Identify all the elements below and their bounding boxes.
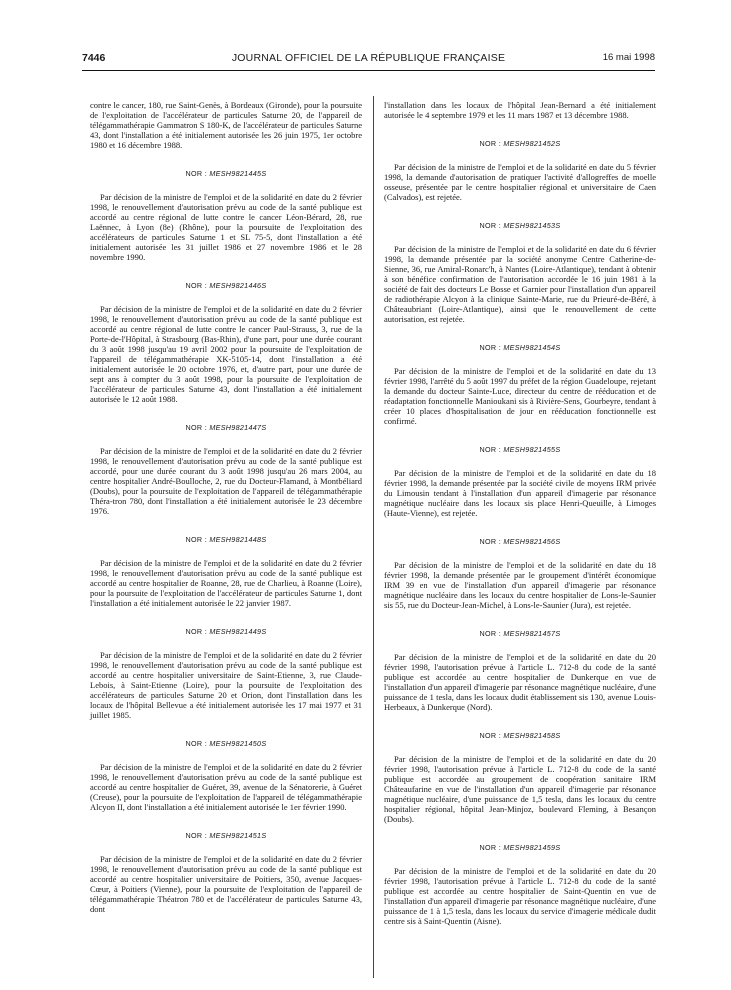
left-column: [90, 100, 362, 914]
nor-code: MESH9821457S: [503, 629, 561, 638]
nor-code: MESH9821447S: [209, 423, 267, 432]
decision-paragraph: Par décision de la ministre de l'emploi et de la solidarité en date du 13 février 1998, l'arrêté du 5 août 1997 du préfet de la région Guadeloupe, rejetant la demande du docteur Sainte-Luce, directeur du centre de rééducation et de réadaptation fonctionnelle Manioukani sis à Rivière-Sens, Gourbeyre, tendant à créer 10 places d'hospitalisation de jour en rééducation fonctionnelle est confirmé.: [384, 366, 656, 426]
decision-paragraph: Par décision de la ministre de l'emploi et de la solidarité en date du 2 février 1998, le renouvellement d'autorisation prévu au code de la santé publique est accordé au centre hospitalier de Roanne, 28, rue de Charlieu, à Roanne (Loire), pour la poursuite de l'exploitation de l'accélérateur de particules Saturne 1, dont l'installation a été initialement autorisée le 22 janvier 1987.: [90, 558, 362, 608]
nor-reference: [90, 831, 362, 840]
page-number: 7446: [82, 52, 106, 64]
nor-reference: [384, 843, 656, 852]
nor-prefix: NOR :: [185, 831, 207, 840]
nor-reference: [384, 139, 656, 148]
nor-prefix: NOR :: [185, 535, 207, 544]
decision-paragraph: Par décision de la ministre de l'emploi et de la solidarité en date du 5 février 1998, la demande d'autorisation de pratiquer l'activité d'allogreffes de moelle osseuse, présentée par le centre hospitalier régional et universitaire de Caen (Calvados), est rejetée.: [384, 162, 656, 202]
nor-prefix: NOR :: [479, 843, 501, 852]
nor-code: MESH9821450S: [209, 739, 267, 748]
nor-code: MESH9821445S: [209, 169, 267, 178]
left-intro-paragraph: contre le cancer, 180, rue Saint-Genès, à Bordeaux (Gironde), pour la poursuite de l'exploitation de l'accélérateur de particules Saturne 20, de l'appareil de télégammathérapie Gammatron S 180-K, de l'accélérateur de particules Saturne 43, dont l'installation a été initialement autorisée les 26 juin 1975, 1er octobre 1980 et 16 décembre 1988.: [90, 100, 362, 150]
page-header: [82, 52, 655, 70]
nor-prefix: NOR :: [479, 731, 501, 740]
nor-code: MESH9821454S: [503, 343, 561, 352]
nor-reference: [90, 423, 362, 432]
nor-prefix: NOR :: [185, 423, 207, 432]
right-column: [384, 100, 656, 926]
decision-paragraph: Par décision de la ministre de l'emploi et de la solidarité en date du 2 février 1998, le renouvellement d'autorisation prévu au code de la santé publique est accordé au centre hospitalier universitaire de Poitiers, 350, avenue Jacques-Cœur, à Poitiers (Vienne), pour la poursuite de l'exploitation de l'appareil de télégammathérapie Théatron 780 et de l'accélérateur de particules Saturne 43, dont: [90, 854, 362, 914]
nor-code: MESH9821453S: [503, 221, 561, 230]
decision-paragraph: Par décision de la ministre de l'emploi et de la solidarité en date du 20 février 1998, l'autorisation prévue à l'article L. 712-8 du code de la santé publique est accordée au centre hospitalier de Dunkerque en vue de l'installation d'un appareil d'imagerie par résonance magnétique nucléaire, d'une puissance de 1 tesla, dans les locaux dudit établissement sis 130, avenue Louis-Herbeaux, à Dunkerque (Nord).: [384, 652, 656, 712]
decision-paragraph: Par décision de la ministre de l'emploi et de la solidarité en date du 18 février 1998, la demande présentée par le groupement d'intérêt économique IRM 39 en vue de l'installation d'un appareil d'imagerie par résonance magnétique nucléaire dans les locaux du centre hospitalier de Lons-le-Saunier sis 55, rue du Docteur-Jean-Michel, à Lons-le-Saunier (Jura), est rejetée.: [384, 560, 656, 610]
decision-paragraph: Par décision de la ministre de l'emploi et de la solidarité en date du 18 février 1998, la demande présentée par la société civile de moyens IRM privée du Limousin tendant à l'installation d'un appareil d'imagerie par résonance magnétique nucléaire dans les locaux sis place Henri-Queuille, à Limoges (Haute-Vienne), est rejetée.: [384, 468, 656, 518]
decision-paragraph: Par décision de la ministre de l'emploi et de la solidarité en date du 2 février 1998, le renouvellement d'autorisation prévu au code de la santé publique est accordé, pour une durée courant du 3 août 1998 jusqu'au 26 mars 2004, au centre hospitalier André-Boulloche, 2, rue du Docteur-Flamand, à Montbéliard (Doubs), pour la poursuite de l'exploitation de l'appareil de télégammathérapie Théra-tron 780, dont l'installation a été initialement autorisée le 23 décembre 1976.: [90, 446, 362, 516]
journal-title: JOURNAL OFFICIEL DE LA RÉPUBLIQUE FRANÇAISE: [231, 52, 506, 64]
column-divider: [373, 96, 374, 978]
nor-code: MESH9821446S: [209, 281, 267, 290]
nor-reference: [90, 535, 362, 544]
nor-reference: [90, 169, 362, 178]
nor-code: MESH9821456S: [503, 537, 561, 546]
nor-reference: [90, 739, 362, 748]
nor-reference: [384, 445, 656, 454]
nor-prefix: NOR :: [479, 343, 501, 352]
decision-paragraph: Par décision de la ministre de l'emploi et de la solidarité en date du 2 février 1998, le renouvellement d'autorisation prévu au code de la santé publique est accordé au centre hospitalier de Guéret, 39, avenue de la Sénatorerie, à Guéret (Creuse), pour la poursuite de l'exploitation de l'appareil de télégammathérapie Alcyon II, dont l'installation a été initialement autorisée le 1er février 1990.: [90, 762, 362, 812]
nor-code: MESH9821459S: [503, 843, 561, 852]
decision-paragraph: Par décision de la ministre de l'emploi et de la solidarité en date du 2 février 1998, le renouvellement d'autorisation prévu au code de la santé publique est accordé au centre hospitalier universitaire de Saint-Etienne, 3, rue Claude-Lebois, à Saint-Etienne (Loire), pour la poursuite de l'exploitation des accélérateurs de particules Saturne 20 et Orion, dont l'installation dans les locaux de l'hôpital Bellevue a été initialement autorisée les 17 mai 1977 et 31 juillet 1985.: [90, 650, 362, 720]
nor-prefix: NOR :: [185, 281, 207, 290]
decision-paragraph: Par décision de la ministre de l'emploi et de la solidarité en date du 20 février 1998, l'autorisation prévue à l'article L. 712-8 du code de la santé publique est accordée au groupement de coopération sanitaire IRM Châteaufarine en vue de l'installation d'un appareil d'imagerie par résonance magnétique nucléaire, d'une puissance de 1,5 tesla, dans les locaux du centre hospitalier régional, hôpital Jean-Minjoz, boulevard Fleming, à Besançon (Doubs).: [384, 754, 656, 824]
decision-paragraph: Par décision de la ministre de l'emploi et de la solidarité en date du 20 février 1998, l'autorisation prévue à l'article L. 712-8 du code de la santé publique est accordée au centre hospitalier de Saint-Quentin en vue de l'installation d'un appareil d'imagerie par résonance magnétique nucléaire, d'une puissance de 1 à 1,5 tesla, dans les locaux du service d'imagerie médicale dudit centre sis à Saint-Quentin (Aisne).: [384, 866, 656, 926]
nor-code: MESH9821455S: [503, 445, 561, 454]
decision-paragraph: Par décision de la ministre de l'emploi et de la solidarité en date du 2 février 1998, le renouvellement d'autorisation prévu au code de la santé publique est accordé au centre régional de lutte contre le cancer Léon-Bérard, 28, rue Laënnec, à Lyon (8e) (Rhône), pour la poursuite de l'exploitation des accélérateurs de particules Saturne 1 et SL 75-5, dont l'installation a été initialement autorisée les 31 juillet 1986 et 27 novembre 1986 et le 28 novembre 1990.: [90, 192, 362, 262]
nor-reference: [384, 343, 656, 352]
header-rule: [82, 70, 655, 71]
nor-reference: [384, 537, 656, 546]
nor-reference: [90, 281, 362, 290]
nor-code: MESH9821448S: [209, 535, 267, 544]
nor-reference: [384, 731, 656, 740]
nor-reference: [384, 629, 656, 638]
nor-prefix: NOR :: [479, 629, 501, 638]
decision-paragraph: Par décision de la ministre de l'emploi et de la solidarité en date du 6 février 1998, la demande présentée par la société anonyme Centre Catherine-de-Sienne, 36, rue Amiral-Ronarc'h, à Nantes (Loire-Atlantique), tendant à obtenir à son bénéfice confirmation de l'autorisation accordée le 16 juin 1981 à la société de fait des docteurs Le Bosse et Garnier pour l'installation d'un appareil de radiothérapie Alcyon à la clinique Sainte-Marie, rue du Prieuré-de-Béré, à Châteaubriant (Loire-Atlantique), ainsi que le renouvellement de cette autorisation, est rejetée.: [384, 244, 656, 324]
nor-prefix: NOR :: [185, 739, 207, 748]
nor-code: MESH9821452S: [503, 139, 561, 148]
nor-prefix: NOR :: [479, 221, 501, 230]
right-intro-paragraph: l'installation dans les locaux de l'hôpital Jean-Bernard a été initialement autorisée le 4 septembre 1979 et les 11 mars 1987 et 13 décembre 1988.: [384, 100, 656, 120]
decision-paragraph: Par décision de la ministre de l'emploi et de la solidarité en date du 2 février 1998, le renouvellement d'autorisation prévu au code de la santé publique est accordé au centre régional de lutte contre le cancer Paul-Strauss, 3, rue de la Porte-de-l'Hôpital, à Strasbourg (Bas-Rhin), d'une part, pour une durée courant du 3 août 1998 jusqu'au 19 avril 2002 pour la poursuite de l'exploitation de l'appareil de télégammathérapie XK-5105-14, dont l'installation a été initialement autorisée le 20 octobre 1976, et, d'autre part, pour une durée de sept ans à compter du 3 août 1998, pour la poursuite de l'exploitation de l'accélérateur de particules Saturne 43, dont l'installation a été initialement autorisée le 12 août 1988.: [90, 304, 362, 404]
nor-prefix: NOR :: [479, 445, 501, 454]
nor-code: MESH9821451S: [209, 831, 267, 840]
nor-code: MESH9821449S: [209, 627, 267, 636]
issue-date: 16 mai 1998: [602, 52, 655, 63]
nor-prefix: NOR :: [185, 169, 207, 178]
nor-prefix: NOR :: [479, 139, 501, 148]
nor-prefix: NOR :: [185, 627, 207, 636]
nor-code: MESH9821458S: [503, 731, 561, 740]
nor-prefix: NOR :: [479, 537, 501, 546]
nor-reference: [90, 627, 362, 636]
nor-reference: [384, 221, 656, 230]
